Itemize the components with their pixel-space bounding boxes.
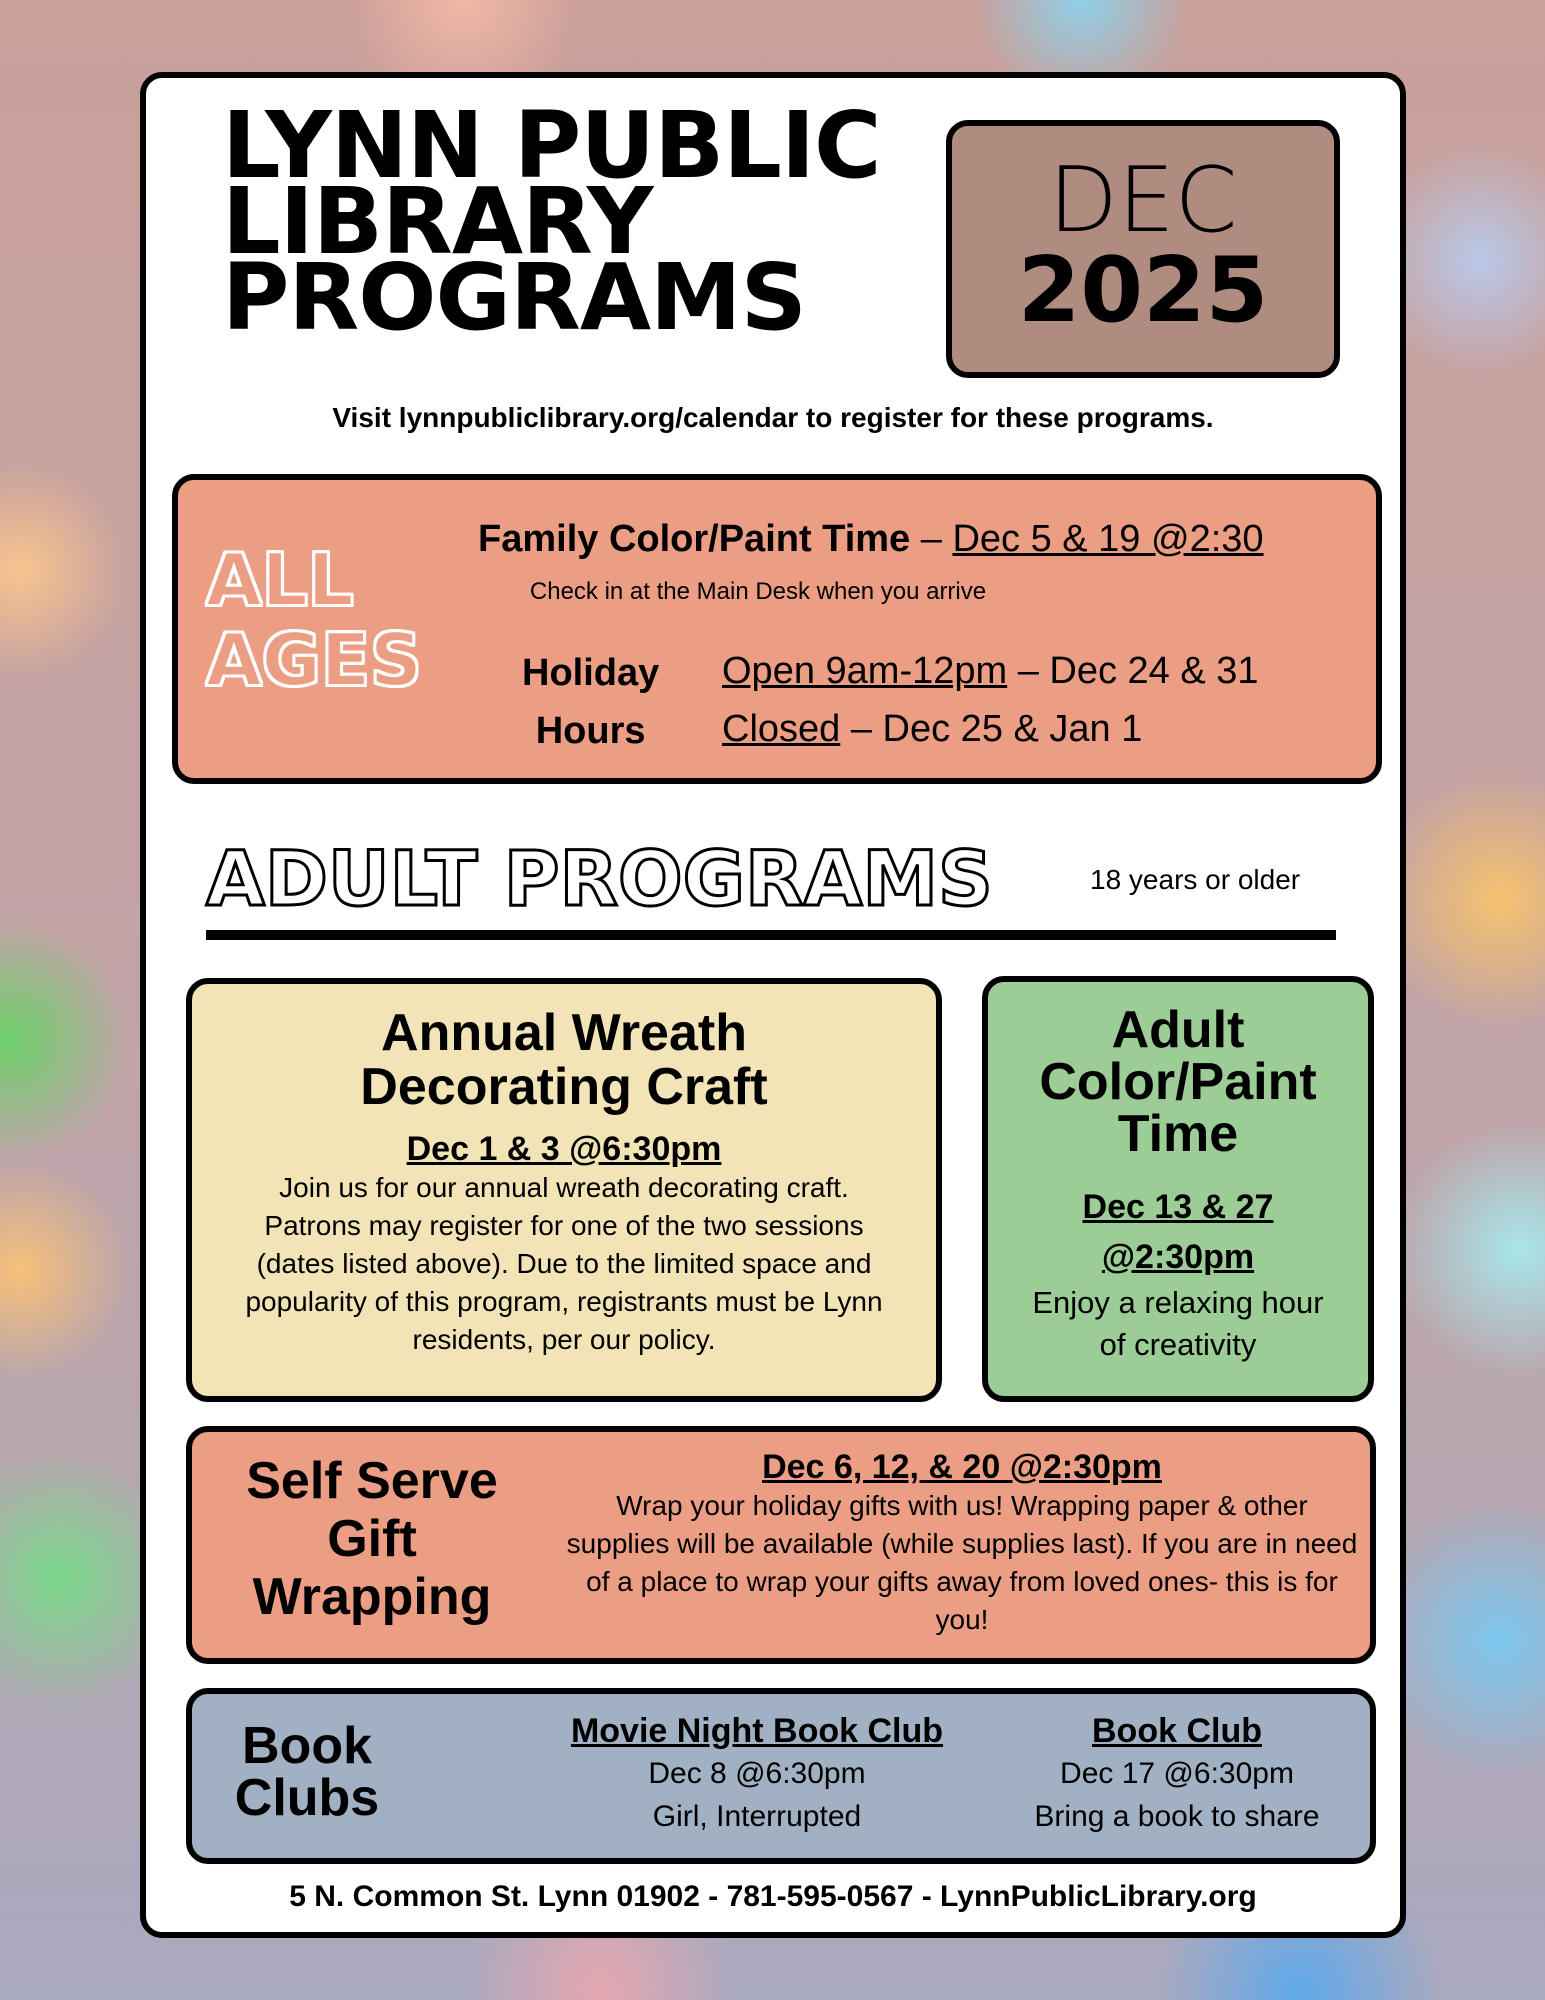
closed-hours-row [722,700,1259,758]
adult-programs-heading: ADULT PROGRAMS [206,834,993,923]
movie-club-name: Movie Night Book Club [570,1712,944,1750]
all-ages-section [172,474,1382,784]
closed-label: Closed [722,708,841,750]
family-paint-note: Check in at the Main Desk when you arrive [529,578,987,605]
gift-wrap-title-line: Self Serve [246,1452,498,1510]
divider [206,930,1336,940]
open-hours-row [722,642,1259,700]
book-club-name: Book Club [1092,1712,1262,1750]
family-paint-title: Family Color/Paint Time [478,518,911,560]
wreath-dates: Dec 1 & 3 @6:30pm [406,1130,722,1168]
book-club-date: Dec 17 @6:30pm [1060,1757,1294,1790]
all-ages-label [206,540,422,700]
gift-wrap-details [562,1448,1362,1639]
all-ages-label-line: AGES [206,618,422,702]
register-link-text[interactable]: Visit lynnpubliclibrary.org/calendar to register for these programs. [332,402,1214,433]
wreath-body: Join us for our annual wreath decorating craft. Patrons may register for one of the two sessions (dates listed above). Due to the limited space and popularity of this program, registrants must be Lynn residents, per our policy. [245,1172,883,1355]
book-clubs-title [232,1717,382,1827]
wreath-title-line: Decorating Craft [360,1058,768,1116]
date-badge [946,120,1340,378]
adult-paint-title-line: Color/Paint [1039,1053,1317,1111]
movie-club-date: Dec 8 @6:30pm [648,1757,866,1790]
holiday-label-line: Holiday [522,652,660,694]
gift-wrap-title-line: Wrapping [252,1568,492,1626]
book-clubs-title-line: Book [242,1717,372,1775]
wreath-title [192,1006,936,1114]
gift-wrap-body: Wrap your holiday gifts with us! Wrapping paper & other supplies will be available (while supplies last). If you are in need of a place to wrap your gifts away from loved ones- this is for you! [566,1490,1358,1635]
adult-paint-title-line: Adult [1111,1001,1245,1059]
all-ages-label-line: ALL [206,538,354,622]
book-club-note: Bring a book to share [1034,1800,1320,1833]
holiday-hours-label [522,644,659,760]
title-line: LIBRARY [222,168,653,275]
wreath-title-line: Annual Wreath [381,1004,747,1062]
adult-paint-title [988,1001,1368,1163]
adult-paint-dates [988,1182,1368,1282]
month: DEC [1048,148,1238,253]
gift-wrap-title-line: Gift [327,1510,417,1568]
gift-wrap-title [222,1452,522,1626]
book-clubs-title-line: Clubs [234,1769,380,1827]
book-clubs-card [186,1688,1376,1864]
title-line: PROGRAMS [222,244,806,351]
page-title [222,92,881,351]
closed-dates: – Dec 25 & Jan 1 [840,708,1143,750]
family-paint-line [478,518,1264,561]
book-club [992,1712,1362,1837]
wreath-card [186,978,942,1402]
age-note: 18 years or older [1090,864,1301,895]
separator: – [910,518,953,560]
flyer-panel [140,72,1406,1938]
adult-paint-card [982,976,1374,1402]
footer-contact: 5 N. Common St. Lynn 01902 - 781-595-0567 - LynnPublicLibrary.org [289,1880,1257,1913]
adult-paint-date-line: Dec 13 & 27 [1082,1188,1274,1226]
holiday-label-line: Hours [535,710,646,752]
holiday-hours [722,642,1259,758]
gift-wrap-card [186,1426,1376,1664]
gift-wrap-dates: Dec 6, 12, & 20 @2:30pm [762,1448,1162,1486]
movie-club-book: Girl, Interrupted [652,1800,862,1833]
adult-paint-body: Enjoy a relaxing hour of creativity [1032,1285,1324,1362]
title-line: LYNN PUBLIC [222,92,881,199]
year: 2025 [1017,238,1269,343]
adult-paint-title-line: Time [1117,1105,1239,1163]
adult-paint-date-line: @2:30pm [1101,1238,1255,1276]
movie-night-club [532,1712,982,1837]
open-dates: – Dec 24 & 31 [1007,650,1259,692]
family-paint-dates: Dec 5 & 19 @2:30 [952,518,1264,560]
open-label: Open 9am-12pm [722,650,1008,692]
